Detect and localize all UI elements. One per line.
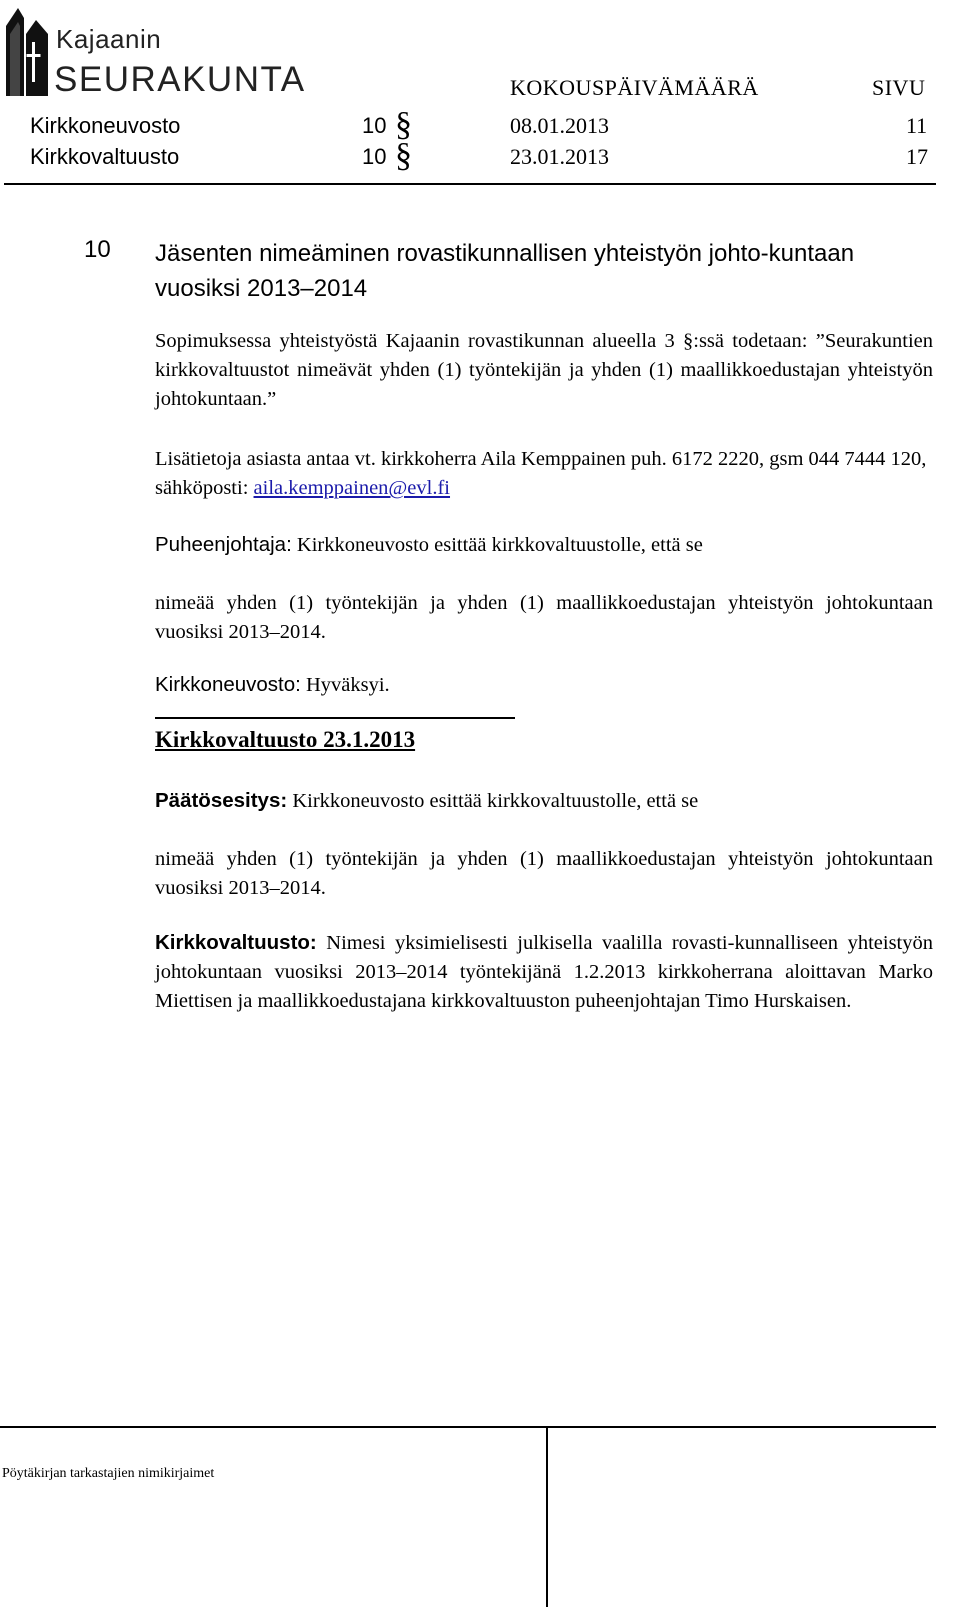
section-ref: 10 — [362, 144, 387, 169]
section-mark: § — [395, 106, 412, 143]
decision-text: Kirkkoneuvosto esittää kirkkovaltuustolle, että se — [287, 790, 699, 812]
council-decision — [155, 928, 933, 1016]
info-text: Lisätietoja asiasta antaa vt. kirkkoherra Aila Kemppainen puh. 6172 2220, gsm 044 7444 120, sähköposti: — [155, 448, 927, 499]
agreement-paragraph: Sopimuksessa yhteistyöstä Kajaanin rovastikunnan alueella 3 §:ssä todetaan: ”Seurakuntien kirkkovaltuustot nimeävät yhden (1) työntekijän ja yhden (1) maallikkoedustajan yhteistyön johtokuntaan.” — [155, 330, 933, 410]
council-heading: Kirkkovaltuusto 23.1.2013 — [155, 727, 416, 752]
logo — [4, 4, 334, 99]
proposal-paragraph: nimeää yhden (1) työntekijän ja yhden (1) maallikkoedustajan yhteistyön johtokuntaan vuosiksi 2013–2014. — [155, 592, 933, 643]
decision-divider — [155, 717, 515, 719]
header-divider — [4, 183, 936, 185]
chair-label: Puheenjohtaja: — [155, 533, 292, 556]
footer-column-divider — [546, 1426, 548, 1607]
board-text: Hyväksyi. — [300, 674, 390, 696]
section-number: 10 — [84, 236, 111, 263]
meeting-date: 23.01.2013 — [510, 144, 609, 169]
meeting-body: Kirkkoneuvosto — [30, 113, 181, 138]
info-paragraph — [155, 445, 933, 503]
church-logo-icon — [4, 4, 50, 96]
board-decision — [155, 670, 933, 700]
board-label: Kirkkoneuvosto: — [155, 673, 301, 696]
meeting-date: 08.01.2013 — [510, 113, 609, 138]
logo-text-line2: SEURAKUNTA — [54, 60, 306, 99]
section-title: Jäsenten nimeäminen rovastikunnallisen yhteistyön johto-kuntaan vuosiksi 2013–2014 — [155, 240, 855, 302]
decision-proposal — [155, 786, 933, 816]
page-column-heading: SIVU — [872, 75, 926, 100]
logo-text-line1: Kajaanin — [56, 24, 162, 54]
page-number: 17 — [906, 144, 928, 169]
chair-proposal — [155, 530, 933, 560]
council-label: Kirkkovaltuusto: — [155, 931, 317, 954]
page-number: 11 — [906, 113, 928, 138]
section-mark: § — [395, 137, 412, 174]
footer-divider — [0, 1426, 936, 1428]
email-link[interactable]: aila.kemppainen@evl.fi — [253, 477, 451, 499]
meeting-body: Kirkkovaltuusto — [30, 144, 180, 169]
date-column-heading: KOKOUSPÄIVÄMÄÄRÄ — [510, 75, 759, 100]
footer-label: Pöytäkirjan tarkastajien nimikirjaimet — [2, 1466, 215, 1481]
chair-text: Kirkkoneuvosto esittää kirkkovaltuustolle, että se — [291, 534, 703, 556]
section-ref: 10 — [362, 113, 387, 138]
decision-label: Päätösesitys: — [155, 789, 288, 812]
proposal-paragraph: nimeää yhden (1) työntekijän ja yhden (1) maallikkoedustajan yhteistyön johtokuntaan vuosiksi 2013–2014. — [155, 848, 933, 899]
council-text: Nimesi yksimielisesti julkisella vaalilla rovasti-kunnalliseen yhteistyön johtokuntaan vuosiksi 2013–2014 työntekijänä 1.2.2013 kirkkoherrana aloittavan Marko Miettisen ja maallikkoedustajana kirkkovaltuuston puheenjohtajan Timo Hurskaisen. — [155, 932, 933, 1012]
